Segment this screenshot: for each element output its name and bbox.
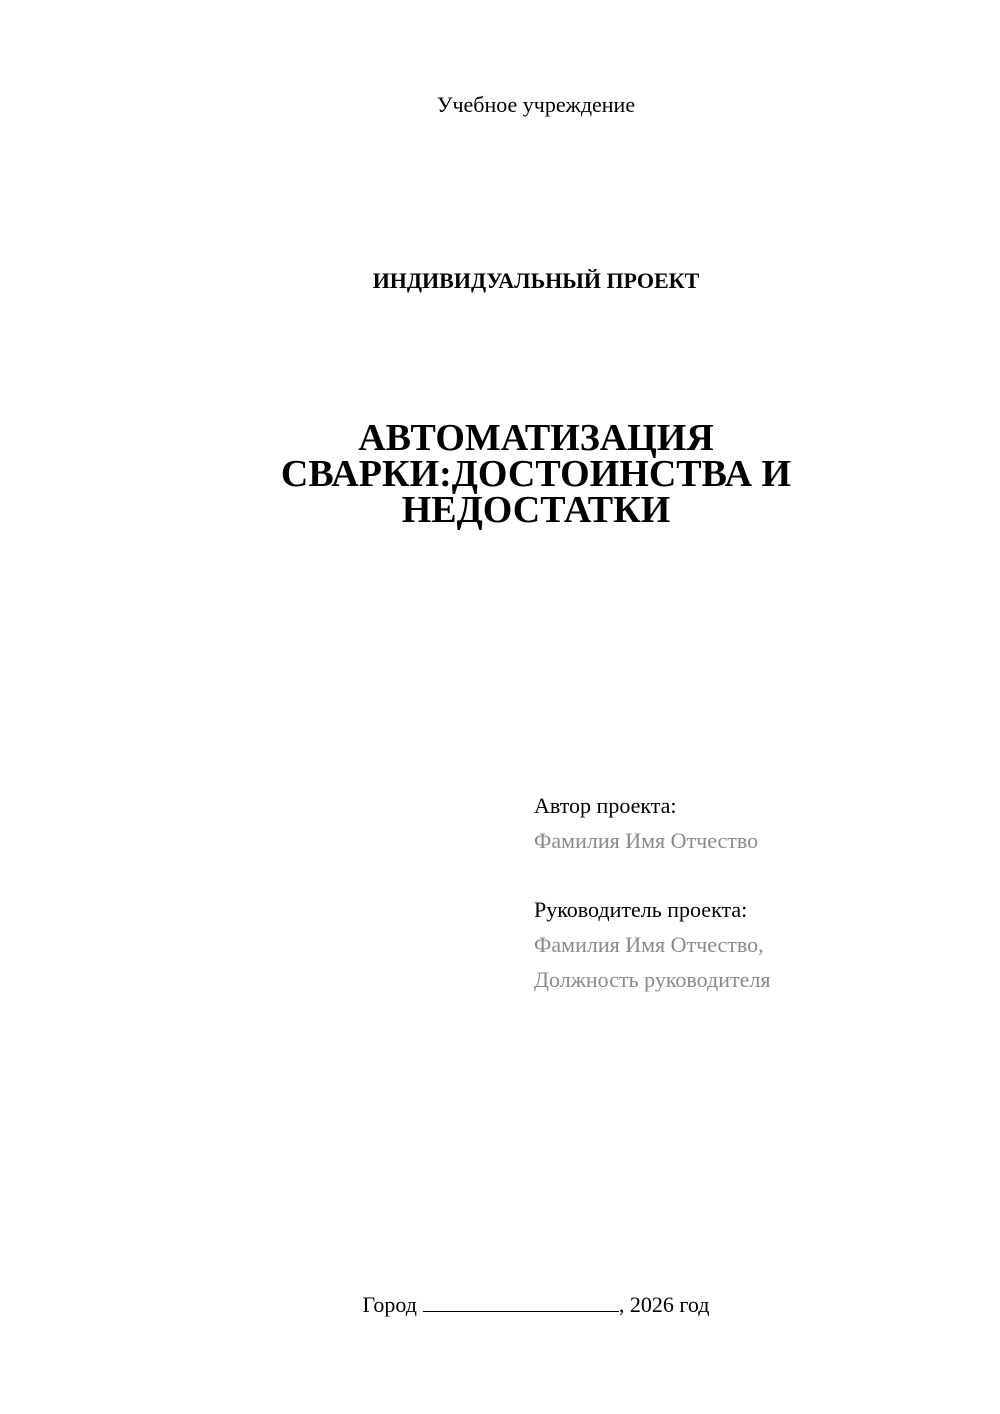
spacer (534, 858, 974, 892)
project-title-line: НЕДОСТАТКИ (401, 489, 671, 531)
supervisor-label: Руководитель проекта: (534, 897, 748, 922)
year-text: , 2026 год (618, 1292, 710, 1317)
project-title-line: СВАРКИ:ДОСТОИНСТВА И (280, 453, 792, 495)
project-type-heading: ИНДИВИДУАЛЬНЫЙ ПРОЕКТ (372, 268, 700, 293)
supervisor-position: Должность руководителя (534, 967, 771, 992)
project-title (0, 417, 1000, 531)
supervisor-name: Фамилия Имя Отчество, (534, 932, 764, 957)
author-name: Фамилия Имя Отчество (534, 828, 759, 853)
project-title-line: АВТОМАТИЗАЦИЯ (358, 417, 714, 459)
institution-name: Учебное учреждение (436, 92, 636, 117)
city-label: Город (362, 1292, 417, 1317)
city-blank-line (423, 1293, 619, 1312)
city-year-line (0, 1290, 1000, 1320)
author-label: Автор проекта: (534, 793, 677, 818)
authors-block (534, 788, 974, 997)
